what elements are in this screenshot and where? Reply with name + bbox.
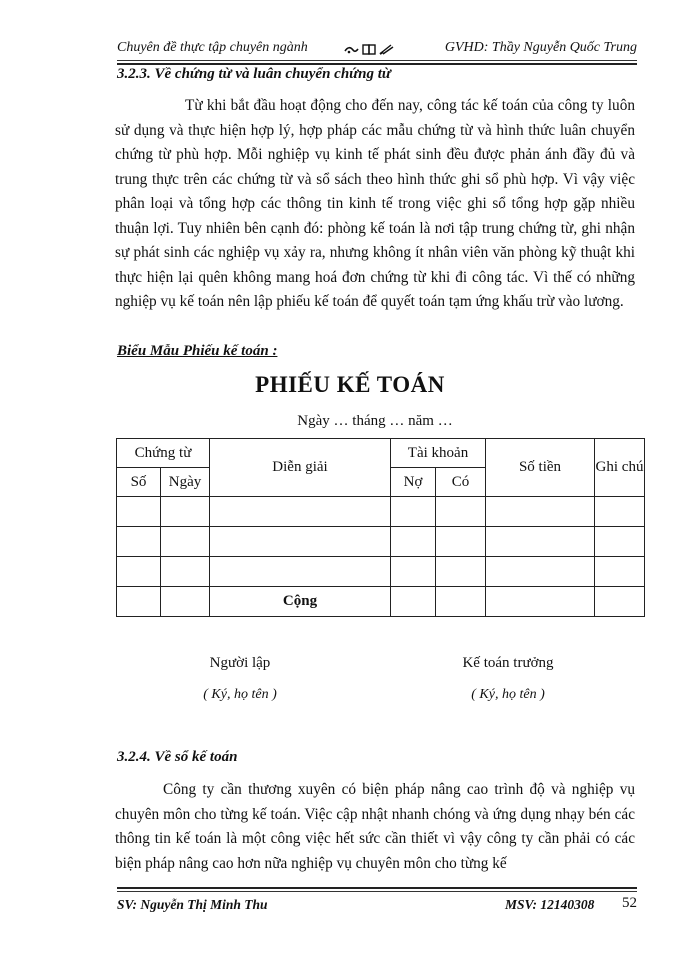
- signature-chief-accountant-title: Kế toán trưởng: [462, 655, 554, 671]
- col-header-co: Có: [436, 468, 486, 497]
- section-paragraph-3-2-3: [115, 94, 635, 315]
- page-footer: [117, 895, 637, 917]
- col-header-so: Số: [117, 468, 161, 497]
- col-header-tai-khoan: Tài khoản: [391, 439, 486, 468]
- col-header-chung-tu: Chứng từ: [117, 439, 210, 468]
- section-paragraph-3-2-4: [115, 778, 635, 876]
- signature-preparer-title: Người lập: [209, 655, 271, 671]
- header-supervisor: GVHD: Thầy Nguyễn Quốc Trung: [444, 40, 637, 55]
- header-ornament: [343, 40, 399, 56]
- col-header-ngay: Ngày: [161, 468, 210, 497]
- header-divider-thick: [117, 63, 637, 65]
- signature-chief-accountant-note: ( Ký, họ tên ): [471, 687, 545, 702]
- total-label: Cộng: [210, 587, 391, 617]
- voucher-title: PHIẾU KẾ TOÁN: [255, 372, 445, 397]
- col-header-so-tien: Số tiền: [486, 439, 595, 497]
- header-divider-thin: [117, 60, 637, 61]
- signature-preparer-note: ( Ký, họ tên ): [203, 687, 277, 702]
- paragraph-text: Từ khi bắt đầu hoạt động cho đến nay, công tác kế toán của công ty luôn sử dụng và thực hiện hợp lý, hợp pháp các mẫu chứng từ và hình thức luân chuyển chứng từ phù hợp. Mỗi nghiệp vụ kinh tế phát sinh đều được phản ánh đầy đủ và trung thực trên các chứng từ và sổ sách theo hình thức ghi sổ phù hợp. Vì vậy việc phân loại và tổng hợp các thông tin kinh tế trong việc ghi sổ tổng hợp gặp nhiều thuận lợi. Tuy nhiên bên cạnh đó: phòng kế toán là nơi tập trung chứng từ, ghi nhận sự phát sinh các nghiệp vụ xảy ra, nhưng không ít nhân viên văn phòng kỹ thuật khi thực hiện lại quên không mang hoá đơn chứng từ khi đi công tác. Vì thế có những nghiệp vụ kế toán nên lập phiếu kế toán để quyết toán tạm ứng khấu trừ vào lương.: [115, 97, 635, 310]
- page-header: [117, 38, 637, 60]
- section-heading-3-2-4: 3.2.4. Về sổ kế toán: [117, 749, 238, 765]
- col-header-ghi-chu: Ghi chú: [595, 439, 645, 497]
- table-header-row: [117, 439, 645, 468]
- ornament-icon: [343, 42, 399, 56]
- col-header-dien-giai: Diễn giải: [210, 439, 391, 497]
- page-number: 52: [622, 895, 637, 911]
- footer-student-id: MSV: 12140308: [505, 897, 595, 912]
- table-total-row: [117, 587, 645, 617]
- voucher-table: [116, 438, 645, 617]
- voucher-date: Ngày … tháng … năm …: [297, 413, 453, 429]
- col-header-no: Nợ: [391, 468, 436, 497]
- paragraph-text: Công ty cần thương xuyên có biện pháp nâng cao trình độ và nghiệp vụ chuyên môn cho từng kế toán. Việc cập nhật nhanh chóng và ứng dụng nhạy bén các thông tin kế toán là một công việc hết sức cần thiết vì vậy công ty cần phải có các biện pháp nâng cao hơn nữa nghiệp vụ chuyên môn cho từng kế: [115, 781, 635, 872]
- section-heading-3-2-3: 3.2.3. Về chứng từ và luân chuyển chứng từ: [117, 66, 391, 82]
- footer-student: SV: Nguyễn Thị Minh Thu: [117, 897, 268, 912]
- form-label: Biểu Mẫu Phiếu kế toán :: [117, 343, 278, 359]
- header-course-title: Chuyên đề thực tập chuyên ngành: [117, 40, 308, 55]
- table-row: [117, 497, 645, 527]
- table-row: [117, 527, 645, 557]
- footer-divider-thick: [117, 887, 637, 889]
- footer-divider-thin: [117, 891, 637, 892]
- table-row: [117, 557, 645, 587]
